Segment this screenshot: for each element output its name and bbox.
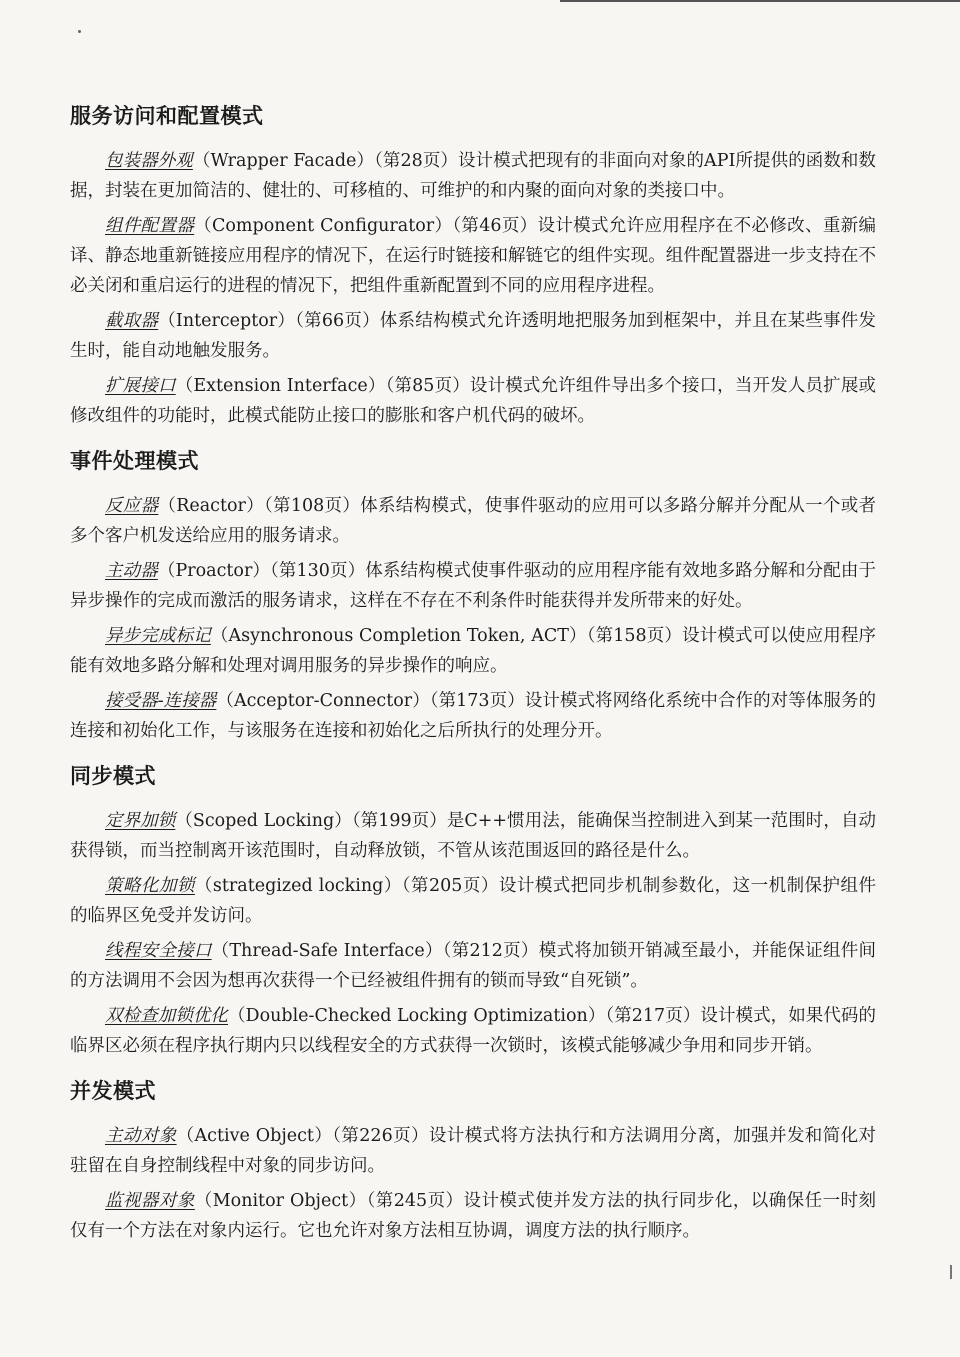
- pattern-entry: [70, 556, 876, 616]
- section-heading: 同步模式: [70, 764, 156, 788]
- section-heading: 事件处理模式: [70, 449, 199, 473]
- section-synchronization: [70, 760, 876, 1061]
- pattern-entry: [70, 936, 876, 996]
- pattern-term: 包装器外观: [105, 151, 193, 171]
- pattern-description: （Component Configurator）（第46页）设计模式允许应用程序在不必修改、重新编译、静态地重新链接应用程序的情况下，在运行时链接和解链它的组件实现。组件配置器进一步支持在不必关闭和重启运行的进程的情况下，把组件重新配置到不同的应用程序进程。: [70, 216, 877, 296]
- pattern-term: 监视器对象: [105, 1191, 195, 1211]
- pattern-entry: [70, 1186, 876, 1246]
- pattern-term: 接受器-连接器: [105, 691, 217, 711]
- section-service-access: [70, 100, 876, 431]
- pattern-entry: [70, 1001, 876, 1061]
- pattern-entry: [70, 211, 876, 301]
- section-heading: 并发模式: [70, 1079, 156, 1103]
- scan-dot: [78, 30, 81, 33]
- pattern-description: （Extension Interface）（第85页）设计模式允许组件导出多个接口，当开发人员扩展或修改组件的功能时，此模式能防止接口的膨胀和客户机代码的破坏。: [70, 376, 876, 426]
- pattern-description: （Asynchronous Completion Token, ACT）（第158页）设计模式可以使应用程序能有效地多路分解和处理对调用服务的异步操作的响应。: [70, 626, 877, 676]
- page-body: [70, 100, 876, 1260]
- pattern-description: （Active Object）（第226页）设计模式将方法执行和方法调用分离，加强并发和简化对驻留在自身控制线程中对象的同步访问。: [70, 1126, 876, 1176]
- pattern-entry: [70, 621, 876, 681]
- section-event-handling: [70, 445, 876, 746]
- pattern-description: （Acceptor-Connector）（第173页）设计模式将网络化系统中合作的对等体服务的连接和初始化工作，与该服务在连接和初始化之后所执行的处理分开。: [70, 691, 876, 741]
- pattern-term: 组件配置器: [105, 216, 195, 236]
- pattern-entry: [70, 806, 876, 866]
- pattern-description: （Reactor）（第108页）体系结构模式，使事件驱动的应用可以多路分解并分配从一个或者多个客户机发送给应用的服务请求。: [70, 496, 877, 546]
- pattern-term: 策略化加锁: [105, 876, 195, 896]
- pattern-term: 反应器: [105, 496, 159, 516]
- section-heading: 服务访问和配置模式: [70, 104, 264, 128]
- pattern-term: 主动器: [105, 561, 158, 581]
- pattern-description: （Interceptor）（第66页）体系结构模式允许透明地把服务加到框架中，并且在某些事件发生时，能自动地触发服务。: [70, 311, 877, 361]
- pattern-term: 线程安全接口: [105, 941, 212, 961]
- scan-mark: [950, 1265, 952, 1279]
- pattern-description: （Wrapper Facade）（第28页）设计模式把现有的非面向对象的API所提供的函数和数据，封装在更加简洁的、健壮的、可移植的、可维护的和内聚的面向对象的类接口中。: [70, 151, 876, 201]
- pattern-term: 截取器: [105, 311, 159, 331]
- pattern-term: 定界加锁: [105, 811, 176, 831]
- pattern-term: 主动对象: [105, 1126, 177, 1146]
- pattern-description: （strategized locking）（第205页）设计模式把同步机制参数化，这一机制保护组件的临界区免受并发访问。: [70, 876, 877, 926]
- pattern-entry: [70, 306, 876, 366]
- pattern-description: （Scoped Locking）（第199页）是C++惯用法，能确保当控制进入到某一范围时，自动获得锁，而当控制离开该范围时，自动释放锁，不管从该范围返回的路径是什么。: [70, 811, 877, 861]
- pattern-entry: [70, 146, 876, 206]
- pattern-entry: [70, 686, 876, 746]
- pattern-description: （Thread-Safe Interface）（第212页）模式将加锁开销减至最小，并能保证组件间的方法调用不会因为想再次获得一个已经被组件拥有的锁而导致“自死锁”。: [70, 941, 876, 991]
- pattern-entry: [70, 871, 876, 931]
- pattern-entry: [70, 1121, 876, 1181]
- pattern-description: （Proactor）（第130页）体系结构模式使事件驱动的应用程序能有效地多路分解和分配由于异步操作的完成而激活的服务请求，这样在不存在不利条件时能获得并发所带来的好处。: [70, 561, 877, 611]
- pattern-entry: [70, 491, 876, 551]
- pattern-description: （Double-Checked Locking Optimization）（第217页）设计模式，如果代码的临界区必须在程序执行期内只以线程安全的方式获得一次锁时，该模式能够减少争用和同步开销。: [70, 1006, 876, 1056]
- pattern-term: 异步完成标记: [105, 626, 211, 646]
- pattern-entry: [70, 371, 876, 431]
- pattern-description: （Monitor Object）（第245页）设计模式使并发方法的执行同步化，以确保任一时刻仅有一个方法在对象内运行。它也允许对象方法相互协调，调度方法的执行顺序。: [70, 1191, 877, 1241]
- section-concurrency: [70, 1075, 876, 1246]
- top-rule: [560, 0, 960, 2]
- pattern-term: 扩展接口: [105, 376, 176, 396]
- pattern-term: 双检查加锁优化: [105, 1006, 228, 1026]
